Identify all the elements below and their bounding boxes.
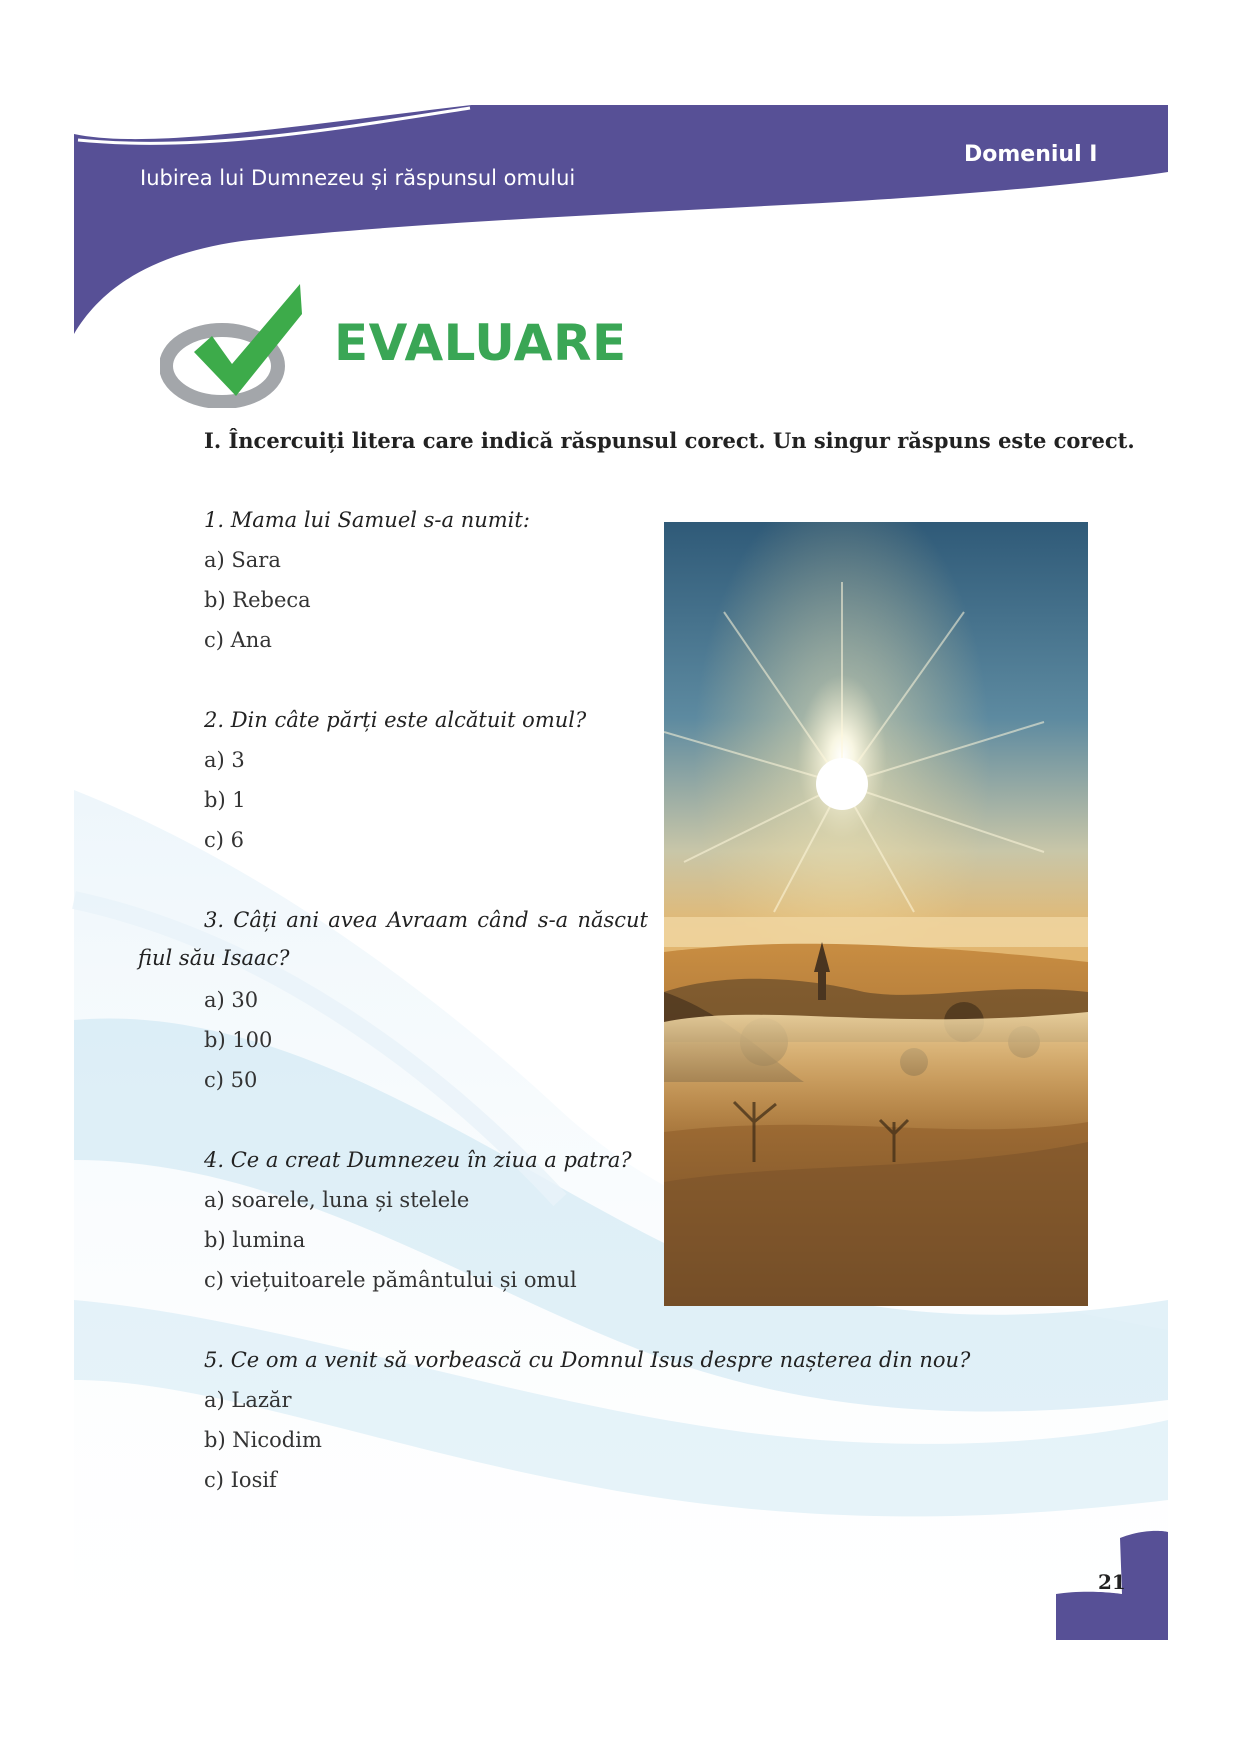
option-5a: a) Lazăr [204,1388,292,1412]
domain-label: Domeniul I [964,142,1098,167]
sunrise-photo [664,522,1088,1306]
option-4b: b) lumina [204,1228,306,1252]
option-1b: b) Rebeca [204,588,311,612]
page-title: EVALUARE [334,314,627,372]
option-2a: a) 3 [204,748,245,772]
section-title: Iubirea lui Dumnezeu și răspunsul omului [140,166,576,190]
option-4c: c) viețuitoarele pământului și omul [204,1268,577,1292]
page-number: 21 [1098,1570,1126,1594]
question-4: 4. Ce a creat Dumnezeu în ziua a patra? [204,1148,632,1172]
option-4a: a) soarele, luna și stelele [204,1188,470,1212]
instruction: I. Încercuiți litera care indică răspunsul corect. Un singur răspuns este corect. [204,428,1135,453]
option-3b: b) 100 [204,1028,273,1052]
question-3 [138,908,648,970]
option-3c: c) 50 [204,1068,258,1092]
option-3a: a) 30 [204,988,259,1012]
option-5c: c) Iosif [204,1468,277,1492]
question-3-line-2: fiul său Isaac? [138,946,290,970]
check-circle-icon [160,278,310,408]
question-1: 1. Mama lui Samuel s-a numit: [204,508,530,532]
question-3-line-1: 3. Câți ani avea Avraam când s-a născut [204,908,648,932]
option-2c: c) 6 [204,828,244,852]
question-2: 2. Din câte părți este alcătuit omul? [204,708,587,732]
option-5b: b) Nicodim [204,1428,322,1452]
option-2b: b) 1 [204,788,246,812]
question-5: 5. Ce om a venit să vorbească cu Domnul Isus despre nașterea din nou? [204,1348,971,1372]
option-1c: c) Ana [204,628,272,652]
option-1a: a) Sara [204,548,281,572]
